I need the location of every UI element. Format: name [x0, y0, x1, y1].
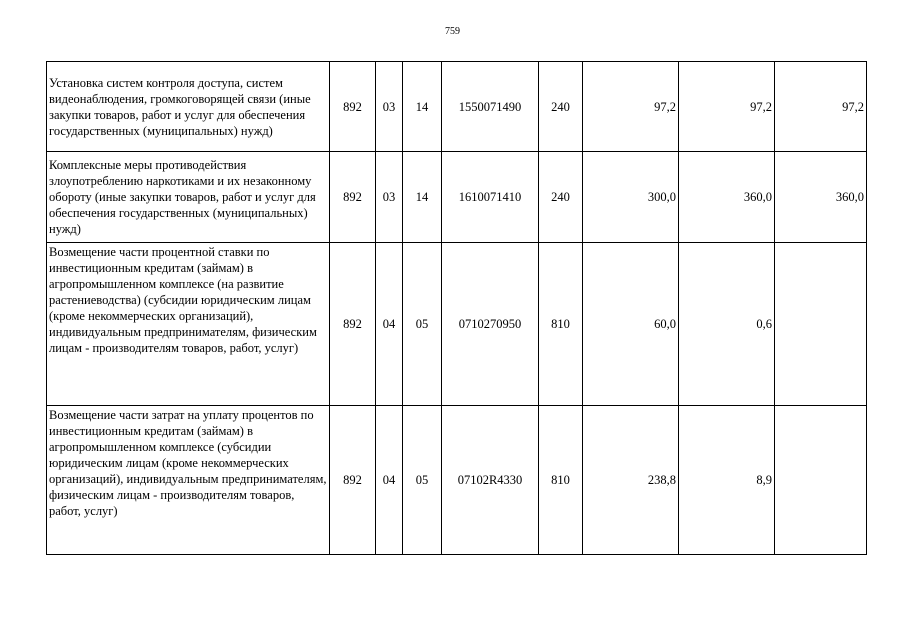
cell-name: Установка систем контроля доступа, систем видеонаблюдения, громкоговорящей связи (иные закупки товаров, работ и услуг для обеспечения государственных (муниципальных) нужд) [47, 62, 330, 152]
cell-section: 04 [376, 243, 403, 406]
cell-target-article: 07102R4330 [442, 406, 539, 555]
cell-name: Комплексные меры противодействия злоупотреблению наркотиками и их незаконному обороту (иные закупки товаров, работ и услуг для обеспечения государственных (муниципальных) нужд) [47, 152, 330, 243]
cell-name: Возмещение части процентной ставки по инвестиционным кредитам (займам) в агропромышленном комплексе (на развитие растениеводства) (субсидии юридическим лицам (кроме некоммерческих организаций), индивидуальным предпринимателям, физическим лицам - производителям товаров, работ, услуг) [47, 243, 330, 406]
cell-sum-1: 238,8 [583, 406, 679, 555]
cell-subsection: 14 [403, 62, 442, 152]
cell-target-article: 1550071490 [442, 62, 539, 152]
cell-sum-2: 97,2 [679, 62, 775, 152]
cell-ministry: 892 [330, 406, 376, 555]
cell-sum-2: 0,6 [679, 243, 775, 406]
cell-expense-type: 810 [539, 406, 583, 555]
cell-sum-2: 8,9 [679, 406, 775, 555]
cell-sum-1: 97,2 [583, 62, 679, 152]
table-row [47, 243, 867, 406]
cell-expense-type: 810 [539, 243, 583, 406]
cell-sum-3: 97,2 [775, 62, 867, 152]
cell-expense-type: 240 [539, 62, 583, 152]
cell-section: 04 [376, 406, 403, 555]
cell-sum-3 [775, 243, 867, 406]
cell-sum-3 [775, 406, 867, 555]
cell-sum-3: 360,0 [775, 152, 867, 243]
cell-ministry: 892 [330, 152, 376, 243]
cell-ministry: 892 [330, 243, 376, 406]
budget-table [46, 61, 867, 555]
cell-sum-1: 60,0 [583, 243, 679, 406]
cell-expense-type: 240 [539, 152, 583, 243]
page-number: 759 [445, 26, 460, 37]
cell-target-article: 1610071410 [442, 152, 539, 243]
cell-target-article: 0710270950 [442, 243, 539, 406]
cell-section: 03 [376, 62, 403, 152]
table-row [47, 62, 867, 152]
table-row [47, 152, 867, 243]
cell-ministry: 892 [330, 62, 376, 152]
table-row [47, 406, 867, 555]
cell-sum-1: 300,0 [583, 152, 679, 243]
cell-sum-2: 360,0 [679, 152, 775, 243]
cell-subsection: 05 [403, 243, 442, 406]
cell-name: Возмещение части затрат на уплату процентов по инвестиционным кредитам (займам) в агропромышленном комплексе (субсидии юридическим лицам (кроме некоммерческих организаций), индивидуальным предпринимателям, физическим лицам - производителям товаров, работ, услуг) [47, 406, 330, 555]
cell-subsection: 05 [403, 406, 442, 555]
cell-subsection: 14 [403, 152, 442, 243]
cell-section: 03 [376, 152, 403, 243]
